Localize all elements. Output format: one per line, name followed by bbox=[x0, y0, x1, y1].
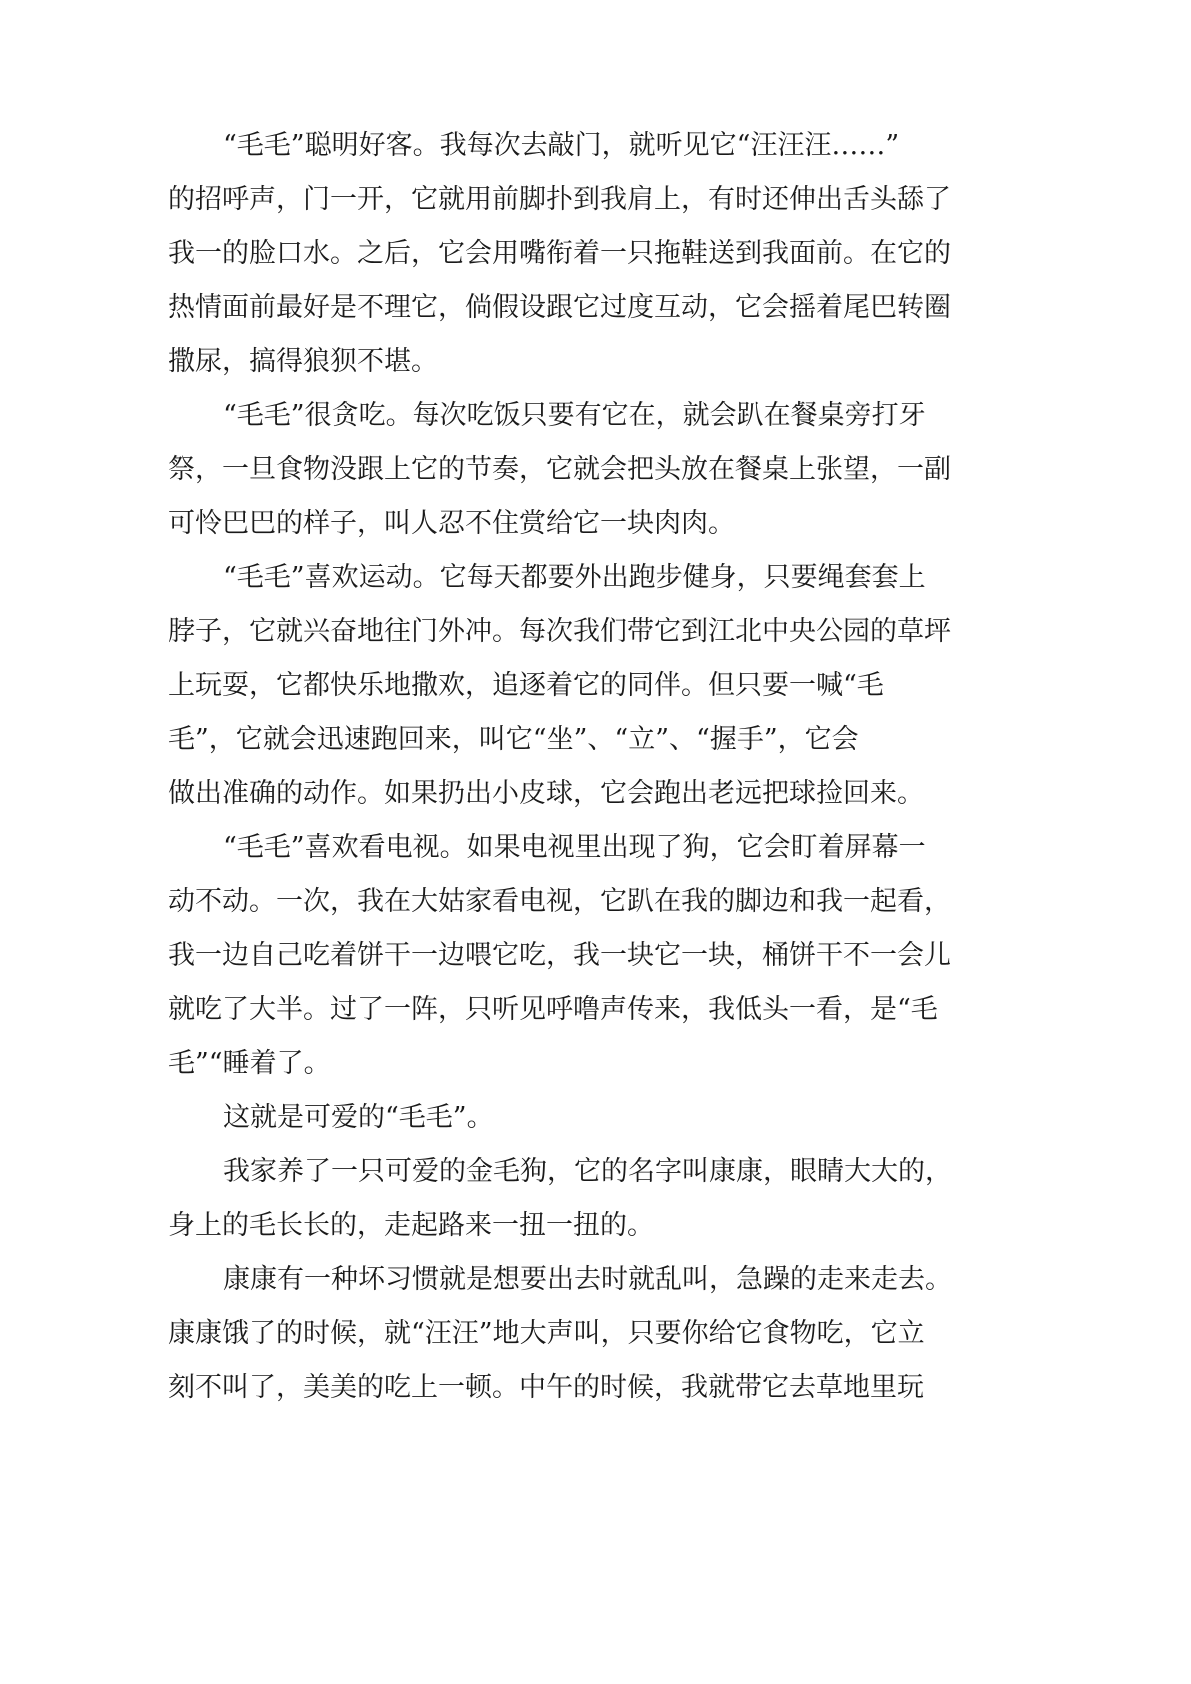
text-line: “毛毛”喜欢看电视。如果电视里出现了狗，它会盯着屏幕一 bbox=[223, 832, 926, 863]
text-line: 动不动。一次，我在大姑家看电视，它趴在我的脚边和我一起看， bbox=[168, 886, 951, 917]
text-line: 刻不叫了，美美的吃上一顿。中午的时候，我就带它去草地里玩 bbox=[168, 1372, 924, 1403]
text-line: 毛”，它就会迅速跑回来，叫它“坐”、“立”、“握手”，它会 bbox=[168, 724, 859, 755]
text-line: 康康有一种坏习惯就是想要出去时就乱叫，急躁的走来走去。 bbox=[223, 1264, 952, 1295]
text-line: 热情面前最好是不理它，倘假设跟它过度互动，它会摇着尾巴转圈 bbox=[168, 292, 951, 323]
text-line: 我一的脸口水。之后，它会用嘴衔着一只拖鞋送到我面前。在它的 bbox=[168, 238, 951, 269]
text-line: 我家养了一只可爱的金毛狗，它的名字叫康康，眼睛大大的， bbox=[223, 1156, 952, 1187]
text-line: 撒尿，搞得狼狈不堪。 bbox=[168, 346, 438, 377]
text-line: 上玩耍，它都快乐地撒欢，追逐着它的同伴。但只要一喊“毛 bbox=[168, 670, 884, 701]
text-line: 做出准确的动作。如果扔出小皮球，它会跑出老远把球捡回来。 bbox=[168, 778, 924, 809]
text-line: 可怜巴巴的样子，叫人忍不住赏给它一块肉肉。 bbox=[168, 508, 735, 539]
text-line: 脖子，它就兴奋地往门外冲。每次我们带它到江北中央公园的草坪 bbox=[168, 616, 951, 647]
text-line: 康康饿了的时候，就“汪汪”地大声叫，只要你给它食物吃，它立 bbox=[168, 1318, 925, 1349]
text-line: 我一边自己吃着饼干一边喂它吃，我一块它一块，桶饼干不一会儿 bbox=[168, 940, 951, 971]
text-line: 毛”“睡着了。 bbox=[168, 1048, 331, 1079]
text-line: 的招呼声，门一开，它就用前脚扑到我肩上，有时还伸出舌头舔了 bbox=[168, 184, 951, 215]
text-line: “毛毛”很贪吃。每次吃饭只要有它在，就会趴在餐桌旁打牙 bbox=[223, 400, 926, 431]
text-line: 这就是可爱的“毛毛”。 bbox=[223, 1102, 494, 1133]
text-line: 祭，一旦食物没跟上它的节奏，它就会把头放在餐桌上张望，一副 bbox=[168, 454, 951, 485]
text-line: “毛毛”聪明好客。我每次去敲门，就听见它“汪汪汪……” bbox=[223, 130, 900, 161]
text-line: “毛毛”喜欢运动。它每天都要外出跑步健身，只要绳套套上 bbox=[223, 562, 926, 593]
text-line: 身上的毛长长的，走起路来一扭一扭的。 bbox=[168, 1210, 654, 1241]
text-line: 就吃了大半。过了一阵，只听见呼噜声传来，我低头一看，是“毛 bbox=[168, 994, 938, 1025]
